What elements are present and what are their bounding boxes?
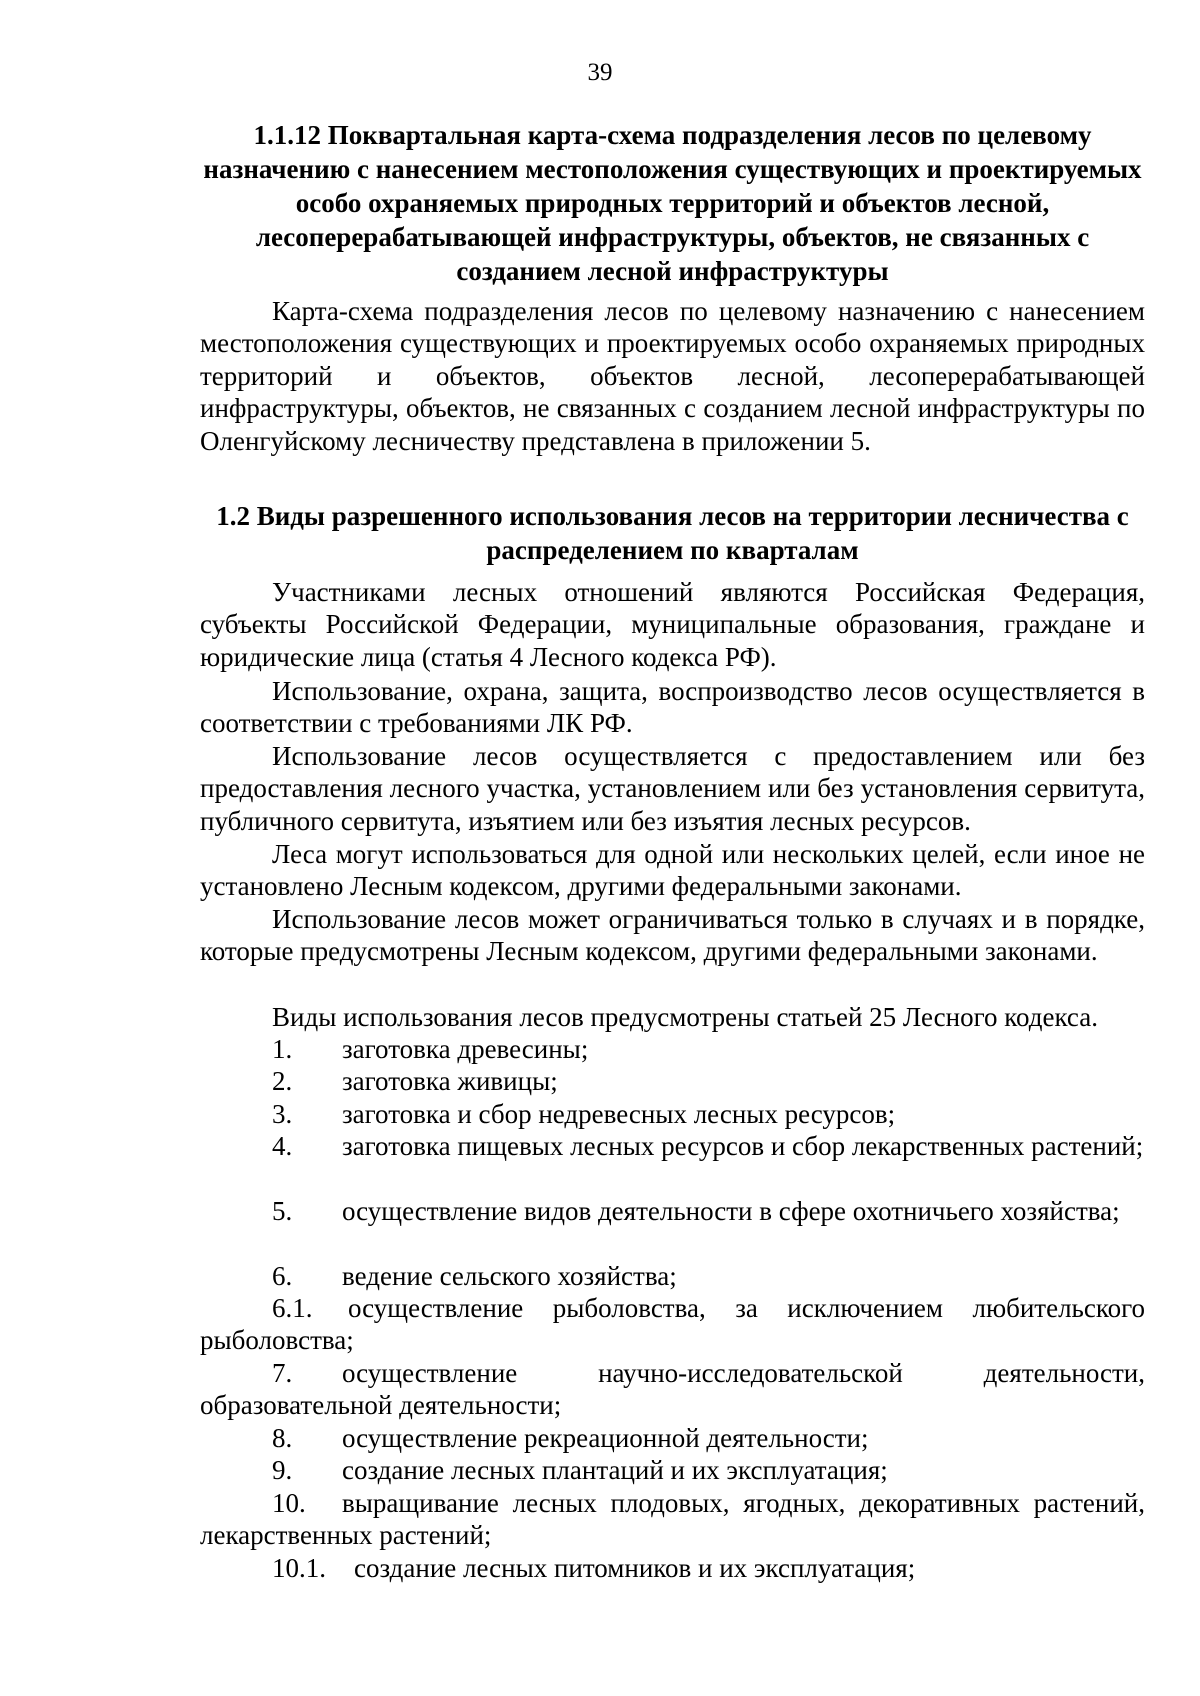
- list-item-number: 6.1.: [272, 1293, 313, 1323]
- list-item-text: выращивание лесных плодовых, ягодных, декоративных растений, лекарственных растений;: [200, 1488, 1145, 1551]
- paragraph-purposes: Леса могут использоваться для одной или нескольких целей, если иное не установлено Лесным кодексом, другими федеральными законами.: [200, 839, 1145, 902]
- list-item-text: ведение сельского хозяйства;: [342, 1261, 677, 1291]
- list-item-number: 1.: [272, 1034, 293, 1064]
- paragraph-map-scheme: Карта-схема подразделения лесов по целевому назначению с нанесением местоположения существующих и проектируемых особо охраняемых природных территорий и объектов, объектов лесной, лесоперерабатывающей инфраструктуры, объектов, не связанных с созданием лесной инфраструктуры по Оленгуйскому лесничеству представлена в приложении 5.: [200, 296, 1145, 456]
- section-heading-1-2: 1.2 Виды разрешенного использования лесов на территории лесничества с распределением по кварталам: [216, 501, 1129, 565]
- list-item-text: заготовка пищевых лесных ресурсов и сбор лекарственных растений;: [342, 1131, 1144, 1161]
- list-item: [200, 1098, 1145, 1130]
- list-item-number: 4.: [272, 1131, 293, 1161]
- list-item: [200, 1454, 1145, 1486]
- list-item: [200, 1422, 1145, 1454]
- list-item: [200, 1292, 1145, 1357]
- list-item-text: создание лесных плантаций и их эксплуатация;: [342, 1455, 888, 1485]
- list-item-number: 3.: [272, 1099, 293, 1129]
- list-item-number: 6.: [272, 1261, 293, 1291]
- list-item-text: осуществление видов деятельности в сфере охотничьего хозяйства;: [342, 1196, 1120, 1226]
- page-number: 39: [587, 59, 613, 86]
- paragraph-use-protection: Использование, охрана, защита, воспроизводство лесов осуществляется в соответствии с требованиями ЛК РФ.: [200, 676, 1145, 739]
- list-item: [200, 1357, 1145, 1422]
- list-item-number: 10.1.: [272, 1553, 326, 1583]
- list-item-number: 10.: [272, 1488, 306, 1518]
- list-item: [200, 1130, 1145, 1162]
- list-item-number: 5.: [272, 1196, 293, 1226]
- paragraph-restrictions: Использование лесов может ограничиваться только в случаях и в порядке, которые предусмотрены Лесным кодексом, другими федеральными законами.: [200, 904, 1145, 967]
- list-item-text: создание лесных питомников и их эксплуатация;: [354, 1553, 916, 1583]
- list-item-text: заготовка живицы;: [342, 1066, 558, 1096]
- list-item-number: 7.: [272, 1358, 293, 1388]
- paragraph-use-conditions: Использование лесов осуществляется с предоставлением или без предоставления лесного участка, установлением или без установления сервитута, публичного сервитута, изъятием или без изъятия лесных ресурсов.: [200, 741, 1145, 836]
- list-item: [200, 1195, 1145, 1227]
- section-heading-1-1-12: 1.1.12 Поквартальная карта-схема подразделения лесов по целевому назначению с нанесением местоположения существующих и проектируемых особо охраняемых природных территорий и объектов лесной, лесоперерабатывающей инфраструктуры, объектов, не связанных с созданием лесной инфраструктуры: [203, 120, 1142, 286]
- list-item-number: 2.: [272, 1066, 293, 1096]
- paragraph-participants: Участниками лесных отношений являются Российская Федерация, субъекты Российской Федерации, муниципальные образования, граждане и юридические лица (статья 4 Лесного кодекса РФ).: [200, 577, 1145, 672]
- list-item-text: осуществление научно-исследовательской деятельности, образовательной деятельности;: [200, 1358, 1145, 1421]
- list-item-text: заготовка древесины;: [342, 1034, 589, 1064]
- list-item-text: осуществление рекреационной деятельности;: [342, 1423, 869, 1453]
- list-item-number: 9.: [272, 1455, 293, 1485]
- paragraph-types-of-use: Виды использования лесов предусмотрены статьей 25 Лесного кодекса.: [272, 1002, 1098, 1032]
- list-item: [200, 1552, 1145, 1584]
- list-item: [200, 1065, 1145, 1097]
- list-item: [200, 1487, 1145, 1552]
- list-item: [200, 1260, 1145, 1292]
- list-item: [200, 1033, 1145, 1065]
- list-item-text: осуществление рыболовства, за исключением любительского рыболовства;: [200, 1293, 1145, 1356]
- list-item-text: заготовка и сбор недревесных лесных ресурсов;: [342, 1099, 896, 1129]
- list-item-number: 8.: [272, 1423, 293, 1453]
